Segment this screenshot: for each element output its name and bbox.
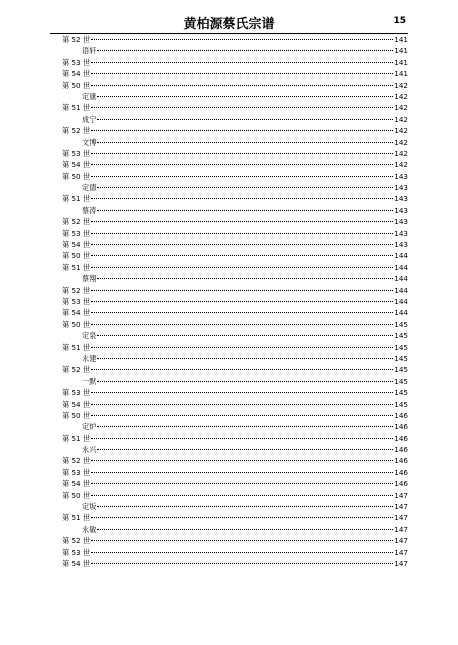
dot-leader (97, 381, 393, 382)
dot-leader (97, 119, 393, 120)
toc-entry[interactable] (62, 102, 408, 113)
toc-entry[interactable] (62, 307, 408, 318)
dot-leader (91, 267, 393, 268)
toc-entry-page-number: 147 (394, 513, 408, 523)
toc-entry-page-number: 147 (394, 558, 408, 568)
dot-leader (91, 472, 393, 473)
dot-leader (91, 415, 393, 416)
toc-entry-label: 第 54 世 (62, 69, 91, 79)
toc-subentry[interactable] (62, 114, 408, 125)
dot-leader (91, 552, 393, 553)
toc-entry-page-number: 145 (394, 342, 408, 352)
toc-entry-page-number: 143 (394, 217, 408, 227)
toc-subentry[interactable] (62, 45, 408, 56)
toc-entry-page-number: 145 (394, 331, 408, 341)
dot-leader (97, 50, 393, 51)
toc-entry-page-number: 142 (394, 80, 408, 90)
dot-leader (91, 438, 393, 439)
toc-entry-label: 第 54 世 (62, 479, 91, 489)
dot-leader (91, 130, 393, 131)
page-number: 15 (393, 16, 406, 26)
toc-entry[interactable] (62, 216, 408, 227)
dot-leader (97, 529, 393, 530)
toc-entry-label: 第 50 世 (62, 410, 91, 420)
toc-entry-page-number: 145 (394, 319, 408, 329)
toc-entry[interactable] (62, 193, 408, 204)
toc-entry-page-number: 141 (394, 35, 408, 44)
toc-entry-page-number: 146 (394, 410, 408, 420)
toc-subentry[interactable] (62, 205, 408, 216)
toc-subentry[interactable] (62, 501, 408, 512)
toc-entry-page-number: 142 (394, 148, 408, 158)
toc-entry-page-number: 146 (394, 479, 408, 489)
toc-entry-label: 蔡涛 (82, 205, 97, 215)
toc-entry-label: 第 50 世 (62, 171, 91, 181)
dot-leader (97, 278, 393, 279)
toc-entry[interactable] (62, 80, 408, 91)
dot-leader (91, 107, 393, 108)
toc-entry-label: 永建 (82, 353, 97, 363)
dot-leader (91, 347, 393, 348)
toc-entry-page-number: 142 (394, 91, 408, 101)
toc-entry-label: 定炉 (82, 422, 97, 432)
toc-entry[interactable] (62, 262, 408, 273)
toc-entry-label: 第 52 世 (62, 217, 91, 227)
dot-leader (91, 164, 393, 165)
dot-leader (91, 563, 393, 564)
page-title: 黄柏源蔡氏宗谱 (183, 17, 275, 32)
toc-entry-label: 定泉 (82, 331, 97, 341)
toc-entry[interactable] (62, 410, 408, 421)
toc-entry-page-number: 143 (394, 171, 408, 181)
toc-entry[interactable] (62, 296, 408, 307)
dot-leader (97, 426, 393, 427)
toc-entry[interactable] (62, 547, 408, 558)
dot-leader (91, 301, 393, 302)
dot-leader (91, 176, 393, 177)
toc-entry-label: 语轩 (82, 46, 97, 56)
toc-entry-label: 定坂 (82, 502, 97, 512)
toc-entry[interactable] (62, 399, 408, 410)
toc-entry[interactable] (62, 455, 408, 466)
toc-entry-page-number: 141 (394, 57, 408, 67)
toc-entry-label: 永敏 (82, 524, 97, 534)
toc-entry-label: 第 53 世 (62, 296, 91, 306)
toc-subentry[interactable] (62, 376, 408, 387)
toc-entry-label: 定康 (82, 91, 97, 101)
toc-entry-label: 第 54 世 (62, 160, 91, 170)
dot-leader (91, 221, 393, 222)
toc-entry-label: 第 50 世 (62, 251, 91, 261)
toc-entry[interactable] (62, 512, 408, 523)
toc-subentry[interactable] (62, 353, 408, 364)
dot-leader (91, 324, 393, 325)
toc-entry-label: 第 52 世 (62, 536, 91, 546)
toc-entry-label: 第 53 世 (62, 148, 91, 158)
dot-leader (97, 187, 393, 188)
toc-entry-label: 第 54 世 (62, 240, 91, 250)
toc-entry-label: 第 51 世 (62, 342, 91, 352)
dot-leader (97, 358, 393, 359)
toc-entry-label: 第 50 世 (62, 80, 91, 90)
toc-entry-label: 第 51 世 (62, 103, 91, 113)
toc-entry-label: 第 54 世 (62, 399, 91, 409)
toc-entry-page-number: 143 (394, 205, 408, 215)
toc-entry[interactable] (62, 342, 408, 353)
dot-leader (91, 73, 393, 74)
dot-leader (91, 404, 393, 405)
toc-entry-page-number: 143 (394, 194, 408, 204)
toc-entry-page-number: 145 (394, 388, 408, 398)
toc-entry-label: 第 53 世 (62, 547, 91, 557)
toc-entry-page-number: 145 (394, 399, 408, 409)
toc-entry-page-number: 147 (394, 490, 408, 500)
dot-leader (91, 540, 393, 541)
toc-entry[interactable] (62, 433, 408, 444)
toc-entry[interactable] (62, 558, 408, 569)
toc-entry-label: 第 51 世 (62, 513, 91, 523)
toc-entry[interactable] (62, 535, 408, 546)
toc-subentry[interactable] (62, 444, 408, 455)
toc-entry-page-number: 142 (394, 137, 408, 147)
dot-leader (91, 62, 393, 63)
toc-subentry[interactable] (62, 330, 408, 341)
dot-leader (91, 85, 393, 86)
toc-entry-label: 第 54 世 (62, 308, 91, 318)
toc-entry-page-number: 143 (394, 228, 408, 238)
dot-leader (97, 142, 393, 143)
toc-entry-label: 第 52 世 (62, 285, 91, 295)
toc-entry[interactable] (62, 239, 408, 250)
toc-entry[interactable] (62, 171, 408, 182)
dot-leader (91, 153, 393, 154)
dot-leader (91, 312, 393, 313)
toc-entry-page-number: 147 (394, 524, 408, 534)
toc-entry[interactable] (62, 490, 408, 501)
dot-leader (91, 460, 393, 461)
toc-entry-page-number: 143 (394, 240, 408, 250)
toc-entry[interactable] (62, 467, 408, 478)
toc-entry-page-number: 141 (394, 46, 408, 56)
dot-leader (91, 233, 393, 234)
dot-leader (91, 392, 393, 393)
table-of-contents (62, 34, 408, 569)
toc-entry[interactable] (62, 478, 408, 489)
toc-entry[interactable] (62, 319, 408, 330)
toc-entry[interactable] (62, 364, 408, 375)
toc-entry-page-number: 145 (394, 376, 408, 386)
toc-entry-label: 第 50 世 (62, 319, 91, 329)
toc-entry-label: 文博 (82, 137, 97, 147)
toc-entry-page-number: 144 (394, 285, 408, 295)
toc-entry-label: 第 53 世 (62, 388, 91, 398)
dot-leader (91, 517, 393, 518)
toc-entry[interactable] (62, 285, 408, 296)
toc-entry-page-number: 142 (394, 160, 408, 170)
toc-entry-label: 一默 (82, 376, 97, 386)
toc-entry-page-number: 143 (394, 183, 408, 193)
toc-entry-page-number: 146 (394, 433, 408, 443)
toc-entry[interactable] (62, 57, 408, 68)
toc-entry-label: 第 53 世 (62, 467, 91, 477)
dot-leader (91, 198, 393, 199)
toc-entry-page-number: 146 (394, 422, 408, 432)
toc-entry-page-number: 144 (394, 262, 408, 272)
dot-leader (91, 255, 393, 256)
dot-leader (91, 290, 393, 291)
toc-entry-label: 第 51 世 (62, 194, 91, 204)
toc-entry-page-number: 144 (394, 251, 408, 261)
toc-entry-label: 蔡翔 (82, 274, 97, 284)
toc-subentry[interactable] (62, 524, 408, 535)
toc-subentry[interactable] (62, 273, 408, 284)
dot-leader (91, 369, 393, 370)
toc-entry-label: 第 52 世 (62, 126, 91, 136)
toc-entry-page-number: 145 (394, 365, 408, 375)
toc-entry-label: 成宁 (82, 114, 97, 124)
dot-leader (97, 96, 393, 97)
toc-entry-label: 第 53 世 (62, 57, 91, 67)
toc-entry-label: 第 54 世 (62, 558, 91, 568)
dot-leader (97, 210, 393, 211)
toc-entry-label: 第 53 世 (62, 228, 91, 238)
toc-entry-label: 第 52 世 (62, 365, 91, 375)
toc-entry-label: 第 51 世 (62, 433, 91, 443)
toc-entry-page-number: 142 (394, 103, 408, 113)
dot-leader (97, 449, 393, 450)
toc-entry-page-number: 147 (394, 502, 408, 512)
toc-entry[interactable] (62, 68, 408, 79)
dot-leader (97, 335, 393, 336)
toc-entry-page-number: 147 (394, 536, 408, 546)
toc-entry[interactable] (62, 250, 408, 261)
toc-subentry[interactable] (62, 421, 408, 432)
toc-entry-page-number: 146 (394, 456, 408, 466)
toc-entry-label: 定德 (82, 183, 97, 193)
toc-entry-page-number: 144 (394, 274, 408, 284)
toc-entry-label: 永兴 (82, 445, 97, 455)
toc-entry-label: 第 51 世 (62, 262, 91, 272)
toc-subentry[interactable] (62, 182, 408, 193)
toc-entry-label: 第 50 世 (62, 490, 91, 500)
toc-entry-page-number: 144 (394, 296, 408, 306)
toc-entry[interactable] (62, 387, 408, 398)
toc-entry[interactable] (62, 159, 408, 170)
dot-leader (91, 495, 393, 496)
toc-entry-page-number: 144 (394, 308, 408, 318)
toc-entry[interactable] (62, 34, 408, 45)
toc-entry-page-number: 147 (394, 547, 408, 557)
toc-entry-label: 第 52 世 (62, 35, 91, 44)
toc-entry[interactable] (62, 228, 408, 239)
toc-entry[interactable] (62, 148, 408, 159)
toc-entry-page-number: 145 (394, 353, 408, 363)
toc-subentry[interactable] (62, 91, 408, 102)
dot-leader (91, 483, 393, 484)
toc-entry-page-number: 146 (394, 445, 408, 455)
toc-entry-page-number: 146 (394, 467, 408, 477)
toc-entry-label: 第 52 世 (62, 456, 91, 466)
dot-leader (91, 244, 393, 245)
toc-entry-page-number: 141 (394, 69, 408, 79)
toc-entry-page-number: 142 (394, 126, 408, 136)
dot-leader (97, 506, 393, 507)
toc-entry[interactable] (62, 125, 408, 136)
toc-entry-page-number: 142 (394, 114, 408, 124)
dot-leader (91, 39, 393, 40)
toc-subentry[interactable] (62, 137, 408, 148)
